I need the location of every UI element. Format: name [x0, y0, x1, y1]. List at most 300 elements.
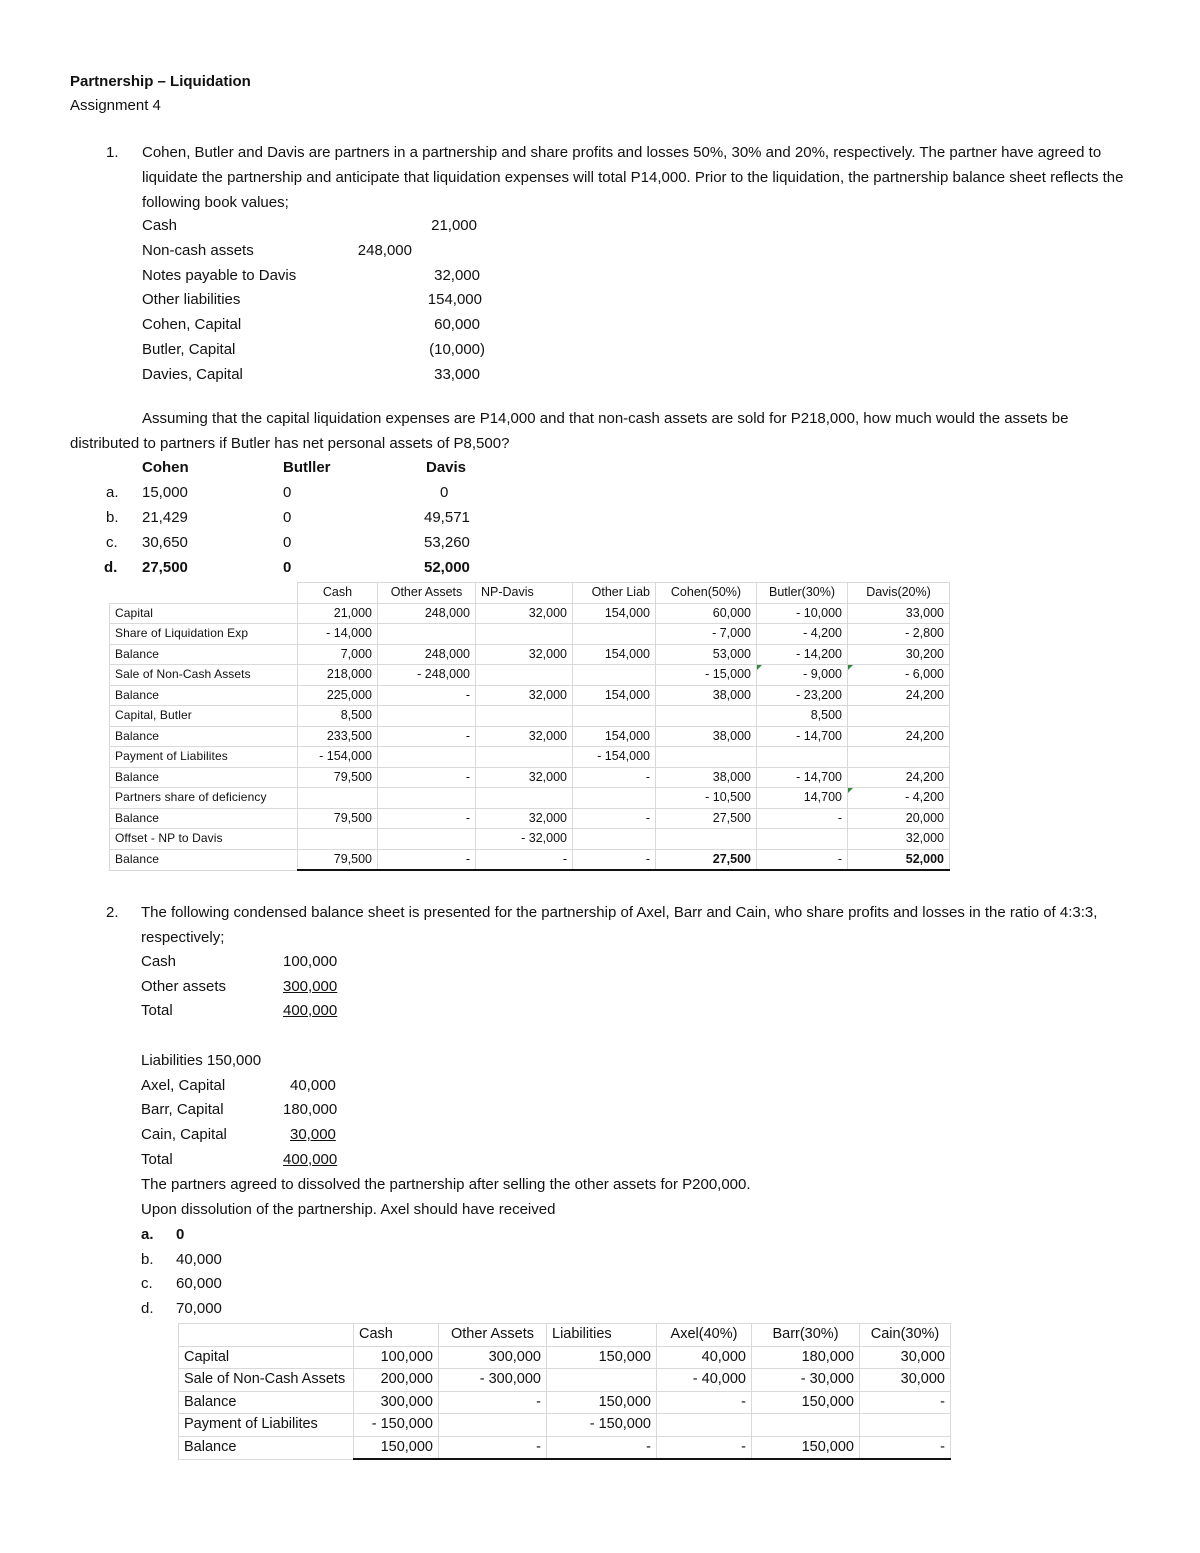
cell-value: [656, 685, 757, 706]
cell-value: [378, 665, 476, 686]
worksheet-row: [179, 1436, 951, 1459]
worksheet-row: [110, 829, 950, 850]
equity-label: Total: [141, 1151, 173, 1168]
cell-value: [378, 706, 476, 727]
cell-value: [573, 788, 656, 809]
cell-text: - 2,800: [905, 626, 944, 641]
cell-value: [573, 624, 656, 645]
row-label: [110, 726, 298, 747]
cell-text: 154,000: [604, 605, 650, 620]
cell-value: [848, 603, 950, 624]
cell-text: 38,000: [712, 687, 751, 702]
cell-value: [757, 829, 848, 850]
cell-text: 218,000: [326, 667, 372, 682]
cell-text: 38,000: [712, 769, 751, 784]
cell-value: [757, 624, 848, 645]
col-header: Axel(40%): [657, 1324, 752, 1347]
cell-text: 27,500: [712, 810, 751, 825]
row-label: [110, 685, 298, 706]
asset-value: 100,000: [283, 953, 338, 970]
cell-value: [476, 603, 573, 624]
col-header: NP-Davis: [476, 583, 573, 604]
cell-value: [573, 767, 656, 788]
cell-text: 154,000: [604, 687, 650, 702]
cell-value: [656, 808, 757, 829]
cell-value: [439, 1391, 547, 1414]
cell-value: [378, 767, 476, 788]
cell-text: - 150,000: [371, 1416, 433, 1433]
cell-value: [757, 644, 848, 665]
q2-number: 2.: [106, 904, 119, 921]
cell-text: -: [940, 1393, 945, 1410]
cell-value: [657, 1391, 752, 1414]
choice-butler: 0: [283, 509, 292, 526]
choice-butler: 0: [283, 484, 292, 501]
cell-value: [439, 1369, 547, 1392]
asset-label: Total: [141, 1002, 173, 1019]
cell-value: [547, 1391, 657, 1414]
cell-value: [298, 685, 378, 706]
worksheet-header-row: [110, 583, 950, 604]
row-label: [110, 849, 298, 870]
row-label-text: Balance: [115, 728, 160, 743]
col-header: Cash: [298, 583, 378, 604]
choice-value: 40,000: [176, 1251, 222, 1268]
cell-value: [298, 788, 378, 809]
cell-text: - 6,000: [905, 667, 944, 682]
doc-title: Partnership – Liquidation: [70, 73, 251, 90]
cell-value: [547, 1369, 657, 1392]
cell-text: 21,000: [333, 605, 372, 620]
cell-value: [657, 1346, 752, 1369]
cell-text: - 14,000: [326, 626, 372, 641]
cell-comment-marker: [757, 665, 762, 670]
cell-text: -: [837, 810, 842, 825]
choice-letter: c.: [141, 1275, 153, 1292]
row-label-text: Balance: [115, 646, 160, 661]
row-label-text: Share of Liquidation Exp: [115, 626, 249, 641]
equity-value: 180,000: [283, 1101, 338, 1118]
row-label: [110, 747, 298, 768]
cell-text: -: [741, 1438, 746, 1455]
cell-text: - 14,700: [796, 728, 842, 743]
balance-label: Other liabilities: [142, 291, 241, 308]
cell-text: -: [741, 1393, 746, 1410]
cell-value: [848, 808, 950, 829]
balance-value: 60,000: [434, 316, 480, 333]
worksheet-row: [110, 665, 950, 686]
cell-value: [757, 706, 848, 727]
cell-text: 8,500: [340, 708, 372, 723]
cell-text: 154,000: [604, 646, 650, 661]
cell-text: 180,000: [801, 1348, 854, 1365]
cell-text: 225,000: [326, 687, 372, 702]
cell-value: [298, 829, 378, 850]
cell-value: [757, 726, 848, 747]
cell-value: [656, 829, 757, 850]
col-header: Butler(30%): [757, 583, 848, 604]
cell-value: [657, 1369, 752, 1392]
row-label-text: Balance: [115, 769, 160, 784]
cell-value: [439, 1436, 547, 1459]
row-label-text: Balance: [184, 1393, 237, 1410]
cell-value: [657, 1414, 752, 1437]
cell-comment-marker: [848, 665, 853, 670]
cell-text: 32,000: [528, 769, 567, 784]
choice-davis: 49,571: [424, 509, 470, 526]
cell-value: [656, 747, 757, 768]
cell-value: [860, 1436, 951, 1459]
cell-value: [547, 1436, 657, 1459]
cell-text: - 10,500: [705, 790, 751, 805]
col-header: Cohen(50%): [656, 583, 757, 604]
cell-value: [573, 685, 656, 706]
cell-text: - 154,000: [319, 749, 372, 764]
choice-cohen: 27,500: [142, 559, 188, 576]
cell-value: [752, 1346, 860, 1369]
cell-text: 53,000: [712, 646, 751, 661]
row-label: [110, 788, 298, 809]
cell-value: [378, 808, 476, 829]
cell-value: [752, 1414, 860, 1437]
cell-value: [848, 849, 950, 870]
worksheet-row: [110, 706, 950, 727]
balance-value: 154,000: [427, 291, 482, 308]
cell-text: - 154,000: [597, 749, 650, 764]
cell-value: [354, 1436, 439, 1459]
cell-text: 233,500: [326, 728, 372, 743]
cell-text: -: [646, 1438, 651, 1455]
balance-value: 21,000: [431, 217, 477, 234]
cell-text: 248,000: [424, 605, 470, 620]
cell-value: [476, 706, 573, 727]
cell-text: -: [465, 810, 470, 825]
row-label: [179, 1436, 354, 1459]
cell-value: [378, 685, 476, 706]
cell-value: [848, 726, 950, 747]
cell-value: [378, 747, 476, 768]
row-label-text: Partners share of deficiency: [115, 790, 267, 805]
cell-value: [298, 624, 378, 645]
cell-text: - 23,200: [796, 687, 842, 702]
cell-value: [547, 1346, 657, 1369]
choice-cohen: 15,000: [142, 484, 188, 501]
cell-value: [476, 685, 573, 706]
row-label: [179, 1391, 354, 1414]
choice-header-davis: Davis: [426, 459, 467, 476]
balance-label: Notes payable to Davis: [142, 267, 297, 284]
row-label: [110, 808, 298, 829]
equity-label: Cain, Capital: [141, 1126, 227, 1143]
cell-text: 300,000: [380, 1393, 433, 1410]
cell-text: -: [645, 851, 650, 866]
cell-text: -: [465, 769, 470, 784]
cell-value: [573, 603, 656, 624]
q2-liabilities: Liabilities 150,000: [141, 1052, 262, 1069]
row-label: [110, 624, 298, 645]
balance-value: 32,000: [434, 267, 480, 284]
cell-value: [476, 767, 573, 788]
balance-label: Cohen, Capital: [142, 316, 242, 333]
row-label-text: Offset - NP to Davis: [115, 831, 223, 846]
q1-text: Cohen, Butler and Davis are partners in a partnership and share profits and losses 50%, 30% and 20%, respectively. The partner have agreed to liquidate the partnership and anticipate that liquidation expenses will total P14,000. Prior to the liquidation, the partnership balance sheet reflects the following book values;: [142, 144, 1124, 211]
cell-value: [656, 706, 757, 727]
cell-text: 20,000: [905, 810, 944, 825]
cell-value: [476, 849, 573, 870]
cell-value: [656, 849, 757, 870]
col-header: Barr(30%): [752, 1324, 860, 1347]
cell-text: 150,000: [801, 1438, 854, 1455]
cell-text: - 32,000: [521, 831, 567, 846]
cell-value: [354, 1391, 439, 1414]
cell-value: [757, 849, 848, 870]
cell-value: [573, 665, 656, 686]
cell-text: 60,000: [712, 605, 751, 620]
choice-letter: a.: [106, 484, 119, 501]
asset-label: Cash: [141, 953, 177, 970]
cell-text: 150,000: [801, 1393, 854, 1410]
cell-text: - 40,000: [692, 1371, 746, 1388]
row-label-text: Capital: [115, 605, 154, 620]
cell-value: [757, 767, 848, 788]
choice-value: 70,000: [176, 1300, 222, 1317]
doc-subtitle: Assignment 4: [70, 97, 161, 114]
cell-text: -: [837, 851, 842, 866]
cell-text: - 14,700: [796, 769, 842, 784]
cell-value: [573, 726, 656, 747]
cell-value: [439, 1346, 547, 1369]
cell-value: [476, 788, 573, 809]
row-label-text: Payment of Liabilites: [184, 1416, 318, 1433]
cell-value: [573, 808, 656, 829]
choice-value: 0: [176, 1226, 185, 1243]
balance-label: Butler, Capital: [142, 341, 236, 358]
cell-value: [354, 1414, 439, 1437]
choice-davis: 53,260: [424, 534, 470, 551]
row-label-text: Capital, Butler: [115, 708, 192, 723]
cell-value: [656, 644, 757, 665]
cell-value: [757, 788, 848, 809]
cell-value: [860, 1369, 951, 1392]
choice-davis: 52,000: [424, 559, 470, 576]
worksheet-row: [110, 726, 950, 747]
equity-label: Axel, Capital: [141, 1077, 226, 1094]
cell-value: [573, 644, 656, 665]
cell-text: 79,500: [333, 769, 372, 784]
choice-letter: a.: [141, 1226, 154, 1243]
worksheet-row: [179, 1346, 951, 1369]
balance-label: Non-cash assets: [142, 242, 254, 259]
choice-value: 60,000: [176, 1275, 222, 1292]
row-label: [179, 1346, 354, 1369]
cell-value: [848, 624, 950, 645]
cell-value: [298, 665, 378, 686]
equity-value: 30,000: [290, 1126, 336, 1143]
cell-value: [752, 1369, 860, 1392]
cell-value: [848, 829, 950, 850]
cell-text: 200,000: [380, 1371, 433, 1388]
worksheet-row: [110, 603, 950, 624]
worksheet-row: [110, 849, 950, 870]
cell-text: 150,000: [380, 1438, 433, 1455]
balance-value: 33,000: [434, 366, 480, 383]
cell-text: 150,000: [598, 1393, 651, 1410]
cell-value: [848, 706, 950, 727]
cell-text: 150,000: [598, 1348, 651, 1365]
cell-text: 154,000: [604, 728, 650, 743]
cell-value: [757, 665, 848, 686]
cell-value: [573, 747, 656, 768]
cell-value: [656, 726, 757, 747]
choice-header-cohen: Cohen: [142, 459, 189, 476]
worksheet-row: [110, 767, 950, 788]
worksheet-row: [110, 685, 950, 706]
cell-text: 30,000: [900, 1348, 945, 1365]
balance-label: Davies, Capital: [142, 366, 243, 383]
cell-value: [657, 1436, 752, 1459]
col-header: Other Assets: [378, 583, 476, 604]
row-label: [110, 829, 298, 850]
choice-letter: b.: [106, 509, 119, 526]
cell-text: 32,000: [528, 810, 567, 825]
row-label-text: Sale of Non-Cash Assets: [115, 667, 251, 682]
row-label-text: Balance: [115, 810, 160, 825]
cell-value: [298, 767, 378, 788]
q2-text: The following condensed balance sheet is presented for the partnership of Axel, Barr and Cain, who share profits and losses in the ratio of 4:3:3, respectively;: [141, 904, 1098, 946]
cell-text: 30,200: [905, 646, 944, 661]
cell-text: 79,500: [333, 810, 372, 825]
cell-text: 248,000: [424, 646, 470, 661]
cell-value: [757, 603, 848, 624]
worksheet-row: [110, 788, 950, 809]
cell-text: - 4,200: [905, 790, 944, 805]
cell-text: 32,000: [528, 687, 567, 702]
cell-value: [439, 1414, 547, 1437]
cell-value: [378, 849, 476, 870]
cell-value: [757, 808, 848, 829]
cell-text: 300,000: [488, 1348, 541, 1365]
q2-question: Upon dissolution of the partnership. Axel should have received: [141, 1201, 556, 1218]
cell-value: [476, 644, 573, 665]
cell-text: - 30,000: [800, 1371, 854, 1388]
worksheet-row: [179, 1369, 951, 1392]
cell-value: [757, 747, 848, 768]
cell-value: [298, 849, 378, 870]
choice-davis: 0: [440, 484, 449, 501]
choice-letter: c.: [106, 534, 118, 551]
cell-value: [573, 829, 656, 850]
cell-value: [354, 1369, 439, 1392]
q2-worksheet: [178, 1323, 951, 1460]
row-label: [110, 665, 298, 686]
cell-text: 32,000: [528, 646, 567, 661]
cell-text: 30,000: [900, 1371, 945, 1388]
cell-text: - 15,000: [705, 667, 751, 682]
worksheet-row: [179, 1391, 951, 1414]
row-label-text: Balance: [115, 687, 160, 702]
cell-text: 32,000: [528, 605, 567, 620]
balance-value: 248,000: [357, 242, 412, 259]
asset-value: 300,000: [283, 978, 338, 995]
balance-label: Cash: [142, 217, 178, 234]
row-label-text: Balance: [184, 1439, 237, 1455]
cell-value: [848, 767, 950, 788]
cell-text: - 4,200: [803, 626, 842, 641]
cell-text: 24,200: [905, 769, 944, 784]
cell-value: [860, 1346, 951, 1369]
cell-text: - 150,000: [589, 1416, 651, 1433]
cell-text: 14,700: [803, 790, 842, 805]
col-header: Other Assets: [439, 1324, 547, 1347]
cell-text: 40,000: [701, 1348, 746, 1365]
cell-text: 27,500: [712, 851, 751, 866]
cell-text: -: [645, 769, 650, 784]
cell-value: [656, 603, 757, 624]
cell-text: - 7,000: [712, 626, 751, 641]
choice-letter: b.: [141, 1251, 154, 1268]
cell-value: [547, 1414, 657, 1437]
asset-label: Other assets: [141, 978, 227, 995]
q1-number: 1.: [106, 144, 119, 161]
cell-value: [378, 788, 476, 809]
worksheet-row: [110, 624, 950, 645]
equity-value: 400,000: [283, 1151, 338, 1168]
cell-value: [752, 1391, 860, 1414]
cell-value: [860, 1414, 951, 1437]
choice-letter: d.: [104, 559, 118, 576]
cell-value: [848, 788, 950, 809]
cell-text: 38,000: [712, 728, 751, 743]
cell-text: 52,000: [905, 851, 944, 866]
cell-value: [573, 849, 656, 870]
cell-value: [298, 706, 378, 727]
cell-value: [378, 829, 476, 850]
cell-value: [378, 603, 476, 624]
cell-value: [848, 665, 950, 686]
cell-value: [573, 706, 656, 727]
cell-text: -: [465, 687, 470, 702]
equity-value: 40,000: [290, 1077, 336, 1094]
balance-value: (10,000): [429, 341, 485, 358]
row-label: [110, 603, 298, 624]
row-label: [179, 1414, 354, 1437]
cell-text: 32,000: [905, 831, 944, 846]
cell-text: -: [536, 1438, 541, 1455]
cell-text: 100,000: [380, 1348, 433, 1365]
row-label-text: Payment of Liabilites: [115, 749, 228, 764]
worksheet-header-row: [179, 1324, 951, 1347]
cell-value: [656, 624, 757, 645]
cell-text: - 10,000: [796, 605, 842, 620]
worksheet-row: [110, 644, 950, 665]
cell-text: -: [465, 851, 470, 866]
cell-value: [848, 747, 950, 768]
cell-value: [476, 808, 573, 829]
choice-butler: 0: [283, 559, 292, 576]
cell-text: - 300,000: [479, 1371, 541, 1388]
worksheet-row: [110, 808, 950, 829]
worksheet-row: [110, 747, 950, 768]
choice-cohen: 21,429: [142, 509, 188, 526]
cell-value: [378, 624, 476, 645]
cell-value: [656, 665, 757, 686]
col-header: Other Liab: [573, 583, 656, 604]
cell-value: [298, 747, 378, 768]
col-header: Liabilities: [547, 1324, 657, 1347]
cell-text: - 248,000: [417, 667, 470, 682]
cell-text: 32,000: [528, 728, 567, 743]
cell-value: [848, 644, 950, 665]
